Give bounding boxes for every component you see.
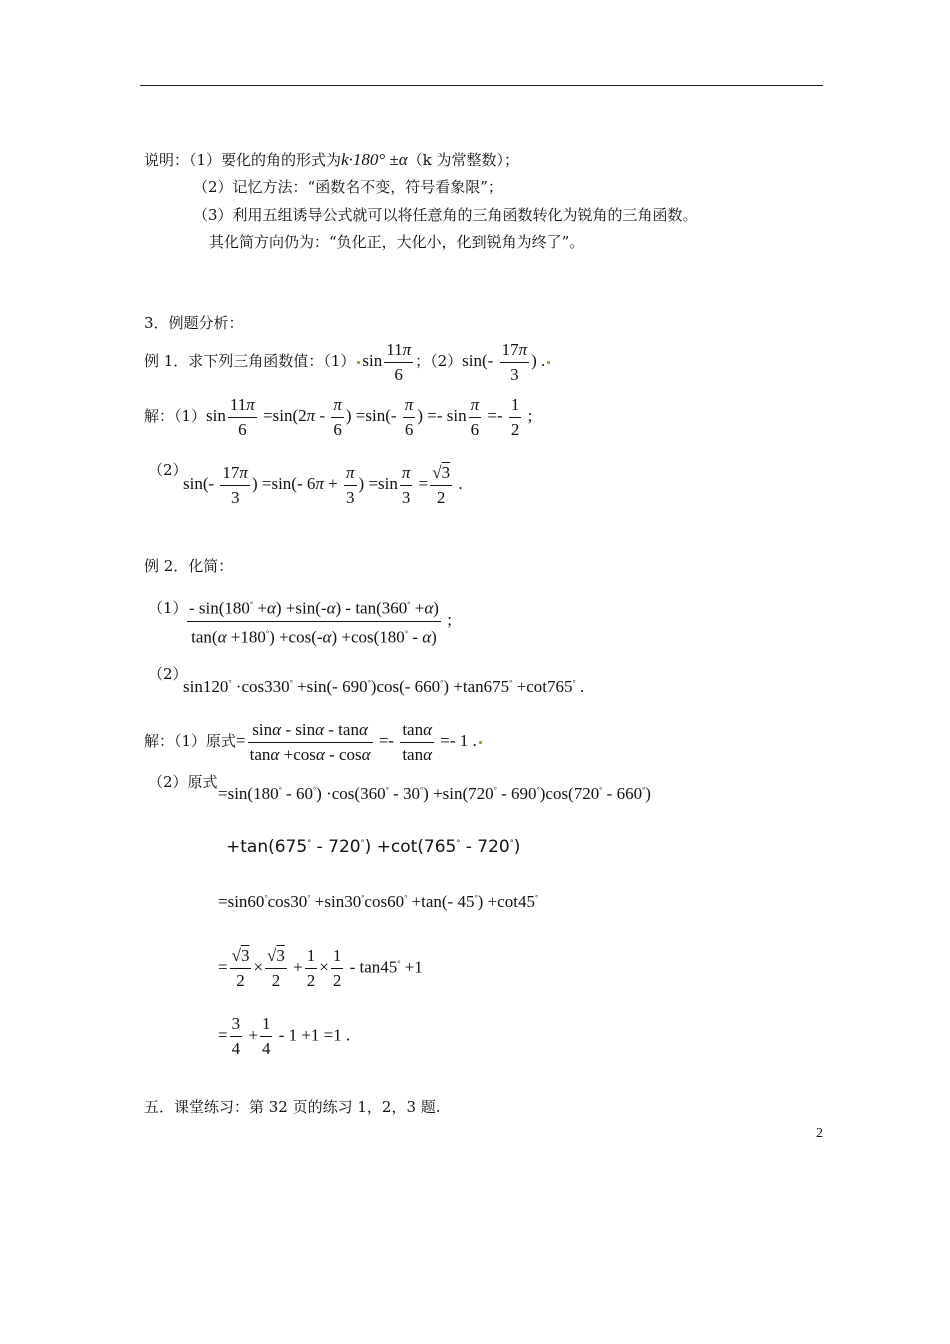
example-1-solution-2 xyxy=(183,461,463,509)
note-item-1-formula: k·180° ±α xyxy=(341,150,408,169)
solution-1-label: 解：（1） xyxy=(144,407,207,425)
note-item-1-post: （k 为常整数）； xyxy=(407,151,520,169)
solution-2-step-3: =sin60°cos30° +sin30°cos60° +tan(- 45°) +cot45° xyxy=(218,892,539,911)
example-1-formula-1: sin $\frac{11\pi}{6}$ xyxy=(362,339,412,384)
note-line-4: 其化简方向仍为：“负化正，大化小，化到锐角为终了”。 xyxy=(209,233,585,251)
example-2-formula-2: sin120° ·cos330° +sin(- 690°)cos(- 660°) +tan675° +cot765° . xyxy=(183,677,585,696)
example-2-part-2-label: （2） xyxy=(148,665,188,683)
example-2-solution-2-label: （2）原式 xyxy=(148,773,218,791)
example-2-prompt: 例 2．化简： xyxy=(144,557,234,575)
example-2-solution-1-label: 解：（1）原式 xyxy=(144,732,237,750)
section-5-practice: 五．课堂练习：第 32 页的练习 1，2，3 题. xyxy=(144,1098,441,1116)
example-2-formula-1: $\frac{- \sin(180^\circ +\alpha) +\sin(-\alpha) - \tan(360^\circ +\alpha)}{\tan(\alpha +180^\circ) +\cos(-\alpha) +\cos(180^\circ - \alpha)}$ ; xyxy=(185,594,452,648)
example-1-part-1-label: （1） xyxy=(323,352,356,370)
example-1-part-2-label: ；（2） xyxy=(415,352,463,370)
note-line-2: （2）记忆方法：“函数名不变，符号看象限”； xyxy=(193,178,503,196)
solution-2-step-2: +tan(675° - 720°) +cot(765° - 720°) xyxy=(226,837,521,857)
section-3-title: 3．例题分析： xyxy=(144,314,244,332)
example-1-prompt: 例 1．求下列三角函数值： xyxy=(144,352,324,370)
example-1-formula-2: sin(- $\frac{17\pi}{3}$ ) . xyxy=(462,339,546,384)
example-2-solution-1: 解：（1）原式= $\frac{\sin\alpha - \sin\alpha - \tan\alpha}{\tan\alpha +\cos\alpha - \cos\alpha}$ =- $\frac{\tan\alpha}{\tan\alpha}$ =- 1 . xyxy=(144,718,484,766)
solution-2-formula: sin(- $\frac{17\pi}{3}$ ) =sin(- 6π + $\frac{\pi}{3}$ ) =sin $\frac{\pi}{3}$ = $\frac{√3}{2}$ . xyxy=(183,462,463,507)
solution-2-label: （2） xyxy=(148,461,188,479)
page-number: 2 xyxy=(816,1126,823,1141)
solution-2-step-5: = $\frac{3}{4}$ + $\frac{1}{4}$ - 1 +1 =1 . xyxy=(218,1014,351,1058)
header-rule xyxy=(140,85,823,86)
note-label: 说明： xyxy=(144,151,190,169)
solution-1-formula: sin $\frac{11\pi}{6}$ =sin(2π - $\frac{\pi}{6}$ ) =sin(- $\frac{\pi}{6}$ ) =- sin $\frac{\pi}{6}$ =- $\frac{1}{2}$ ; xyxy=(206,394,533,439)
note-item-1-pre: （1）要化的角的形式为 xyxy=(189,151,342,169)
example-1-solution-1 xyxy=(144,393,532,441)
example-2-part-1-label: （1） xyxy=(148,599,188,617)
solution-2-step-1: =sin(180° - 60°) ·cos(360° - 30°) +sin(720° - 690°)cos(720° - 660°) xyxy=(218,784,651,803)
solution-2-step-4: = $\frac{√3}{2}$ × $\frac{√3}{2}$ + $\frac{1}{2}$ × $\frac{1}{2}$ - tan45° +1 xyxy=(218,946,423,990)
note-line-3: （3）利用五组诱导公式就可以将任意角的三角函数转化为锐角的三角函数。 xyxy=(193,206,698,224)
example-1-line xyxy=(144,338,552,386)
note-line-1 xyxy=(144,150,519,170)
